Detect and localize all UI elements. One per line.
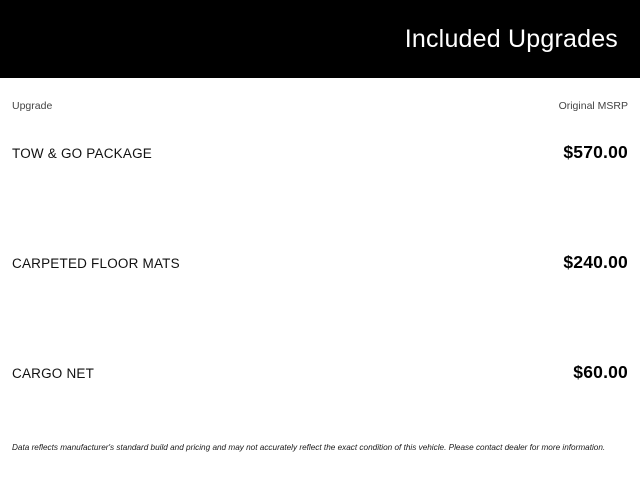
upgrade-name: CARGO NET: [12, 366, 95, 381]
upgrade-name: TOW & GO PACKAGE: [12, 146, 152, 161]
disclaimer-text: Data reflects manufacturer's standard build and pricing and may not accurately reflect the exact condition of this vehicle. Please contact dealer for more information.: [12, 443, 606, 452]
table-row: [12, 362, 628, 472]
upgrade-price: $570.00: [563, 142, 628, 162]
table-row: [12, 142, 628, 252]
page-title: Included Upgrades: [404, 24, 618, 53]
upgrades-content: [0, 78, 640, 480]
upgrades-table: [12, 142, 628, 472]
column-header-msrp: Original MSRP: [558, 100, 628, 112]
upgrade-name: CARPETED FLOOR MATS: [12, 256, 180, 271]
page-header: [0, 0, 640, 78]
upgrade-price: $60.00: [573, 362, 628, 382]
upgrade-price: $240.00: [563, 252, 628, 272]
table-row: [12, 252, 628, 362]
column-header-upgrade: Upgrade: [12, 100, 53, 112]
table-header-row: [12, 78, 628, 112]
